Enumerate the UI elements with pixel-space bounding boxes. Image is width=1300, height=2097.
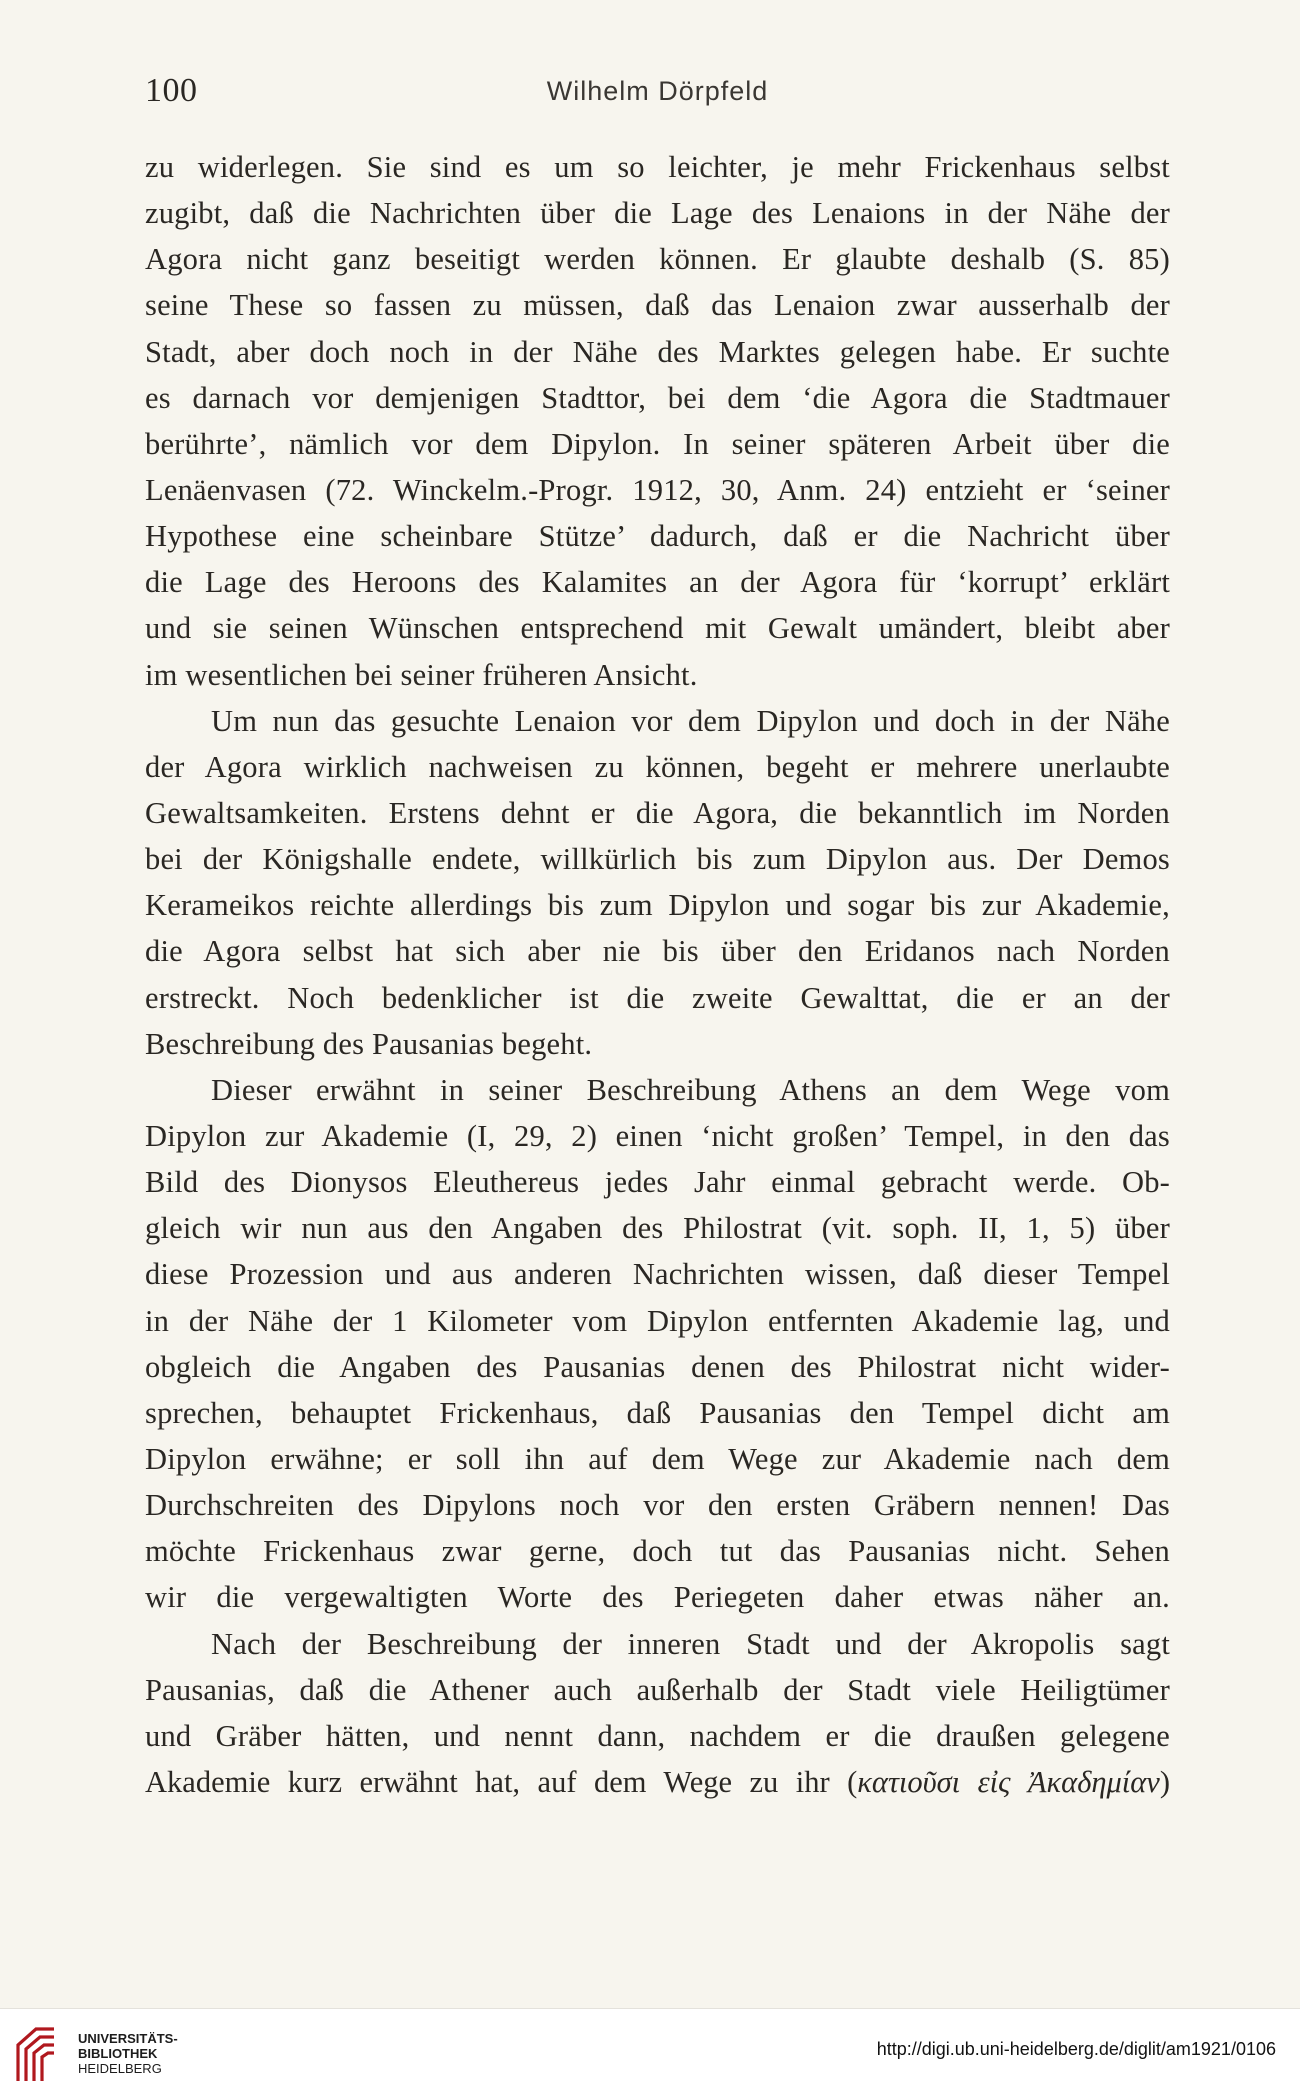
- text-line: sprechen, behauptet Frickenhaus, daß Pausanias den Tempel dicht am: [145, 1395, 1170, 1430]
- text-fragment: Akademie kurz erwähnt hat, auf dem Wege zu ihr (: [145, 1764, 858, 1799]
- text-line: bei der Königshalle endete, willkürlich bis zum Dipylon aus. Der Demos: [145, 842, 1170, 877]
- paragraph-start-line: Um nun das gesuchte Lenaion vor dem Dipylon und doch in der Nähe: [211, 703, 1170, 738]
- text-line: Hypothese eine scheinbare Stütze’ dadurch, daß er die Nachricht über: [145, 519, 1170, 554]
- page-number: 100: [145, 72, 198, 109]
- text-line: Stadt, aber doch noch in der Nähe des Marktes gelegen habe. Er suchte: [145, 334, 1170, 369]
- text-line: gleich wir nun aus den Angaben des Philostrat (vit. soph. II, 1, 5) über: [145, 1211, 1170, 1246]
- text-line: die Lage des Heroons des Kalamites an der Agora für ‘korrupt’ erklärt: [145, 565, 1170, 600]
- text-line: Dipylon zur Akademie (I, 29, 2) einen ‘nicht großen’ Tempel, in den das: [145, 1118, 1170, 1153]
- text-line: in der Nähe der 1 Kilometer vom Dipylon entfernten Akademie lag, und: [145, 1303, 1170, 1338]
- source-url-link[interactable]: http://digi.ub.uni-heidelberg.de/diglit/am1921/0106: [876, 2039, 1276, 2059]
- text-line: zugibt, daß die Nachrichten über die Lage des Lenaions in der Nähe der: [145, 196, 1170, 231]
- footer-bar: [0, 2008, 1300, 2097]
- text-line: Pausanias, daß die Athener auch außerhalb der Stadt viele Heiligtümer: [145, 1672, 1170, 1707]
- library-name: [78, 2031, 178, 2076]
- library-name-line: UNIVERSITÄTS-: [78, 2031, 178, 2046]
- paragraph-end-line: wir die vergewaltigten Worte des Periegeten daher etwas näher an.: [145, 1580, 1170, 1615]
- text-line: möchte Frickenhaus zwar gerne, doch tut das Pausanias nicht. Sehen: [145, 1534, 1170, 1569]
- paragraph-start-line: Nach der Beschreibung der inneren Stadt und der Akropolis sagt: [211, 1626, 1170, 1661]
- text-line: und Gräber hätten, und nennt dann, nachdem er die draußen gelegene: [145, 1718, 1170, 1753]
- library-name-line: HEIDELBERG: [78, 2061, 162, 2076]
- text-line: Lenäenvasen (72. Winckelm.-Progr. 1912, 30, Anm. 24) entzieht er ‘seiner: [145, 472, 1170, 507]
- text-line: Dipylon erwähne; er soll ihn auf dem Wege zur Akademie nach dem: [145, 1441, 1170, 1476]
- text-line: Kerameikos reichte allerdings bis zum Dipylon und sogar bis zur Akademie,: [145, 888, 1170, 923]
- text-line: es darnach vor demjenigen Stadttor, bei dem ‘die Agora die Stadtmauer: [145, 380, 1170, 415]
- library-logo-icon: [14, 2025, 64, 2085]
- text-line: der Agora wirklich nachweisen zu können, begeht er mehrere unerlaubte: [145, 749, 1170, 784]
- paragraph-end-line: im wesentlichen bei seiner früheren Ansicht.: [145, 657, 698, 692]
- text-line-with-greek: [145, 1759, 1170, 1805]
- page-header: [145, 72, 1170, 112]
- paragraph-start-line: Dieser erwähnt in seiner Beschreibung Athens an dem Wege vom: [211, 1072, 1170, 1107]
- running-head: Wilhelm Dörpfeld: [546, 76, 769, 106]
- text-line: Agora nicht ganz beseitigt werden können. Er glaubte deshalb (S. 85): [145, 242, 1170, 277]
- text-line: berührte’, nämlich vor dem Dipylon. In seiner späteren Arbeit über die: [145, 426, 1170, 461]
- text-body: [145, 144, 1170, 1805]
- greek-quote: κατιοῦσι εἰς Ἀκαδημίαν: [857, 1764, 1160, 1799]
- library-name-line: BIBLIOTHEK: [78, 2046, 158, 2061]
- text-line: obgleich die Angaben des Pausanias denen des Philostrat nicht wider-: [145, 1349, 1170, 1384]
- text-line: die Agora selbst hat sich aber nie bis über den Eridanos nach Norden: [145, 934, 1170, 969]
- text-line: Bild des Dionysos Eleuthereus jedes Jahr einmal gebracht werde. Ob-: [145, 1165, 1170, 1200]
- text-line: diese Prozession und aus anderen Nachrichten wissen, daß dieser Tempel: [145, 1257, 1170, 1292]
- text-line: Gewaltsamkeiten. Erstens dehnt er die Agora, die bekanntlich im Norden: [145, 795, 1170, 830]
- text-line: zu widerlegen. Sie sind es um so leichter, je mehr Frickenhaus selbst: [145, 150, 1170, 184]
- text-fragment: ): [1159, 1764, 1171, 1799]
- text-line: erstreckt. Noch bedenklicher ist die zweite Gewalttat, die er an der: [145, 980, 1170, 1015]
- text-line: seine These so fassen zu müssen, daß das Lenaion zwar ausserhalb der: [145, 288, 1170, 323]
- text-line: Durchschreiten des Dipylons noch vor den ersten Gräbern nennen! Das: [145, 1488, 1170, 1523]
- paragraph-end-line: Beschreibung des Pausanias begeht.: [145, 1026, 593, 1061]
- text-line: und sie seinen Wünschen entsprechend mit Gewalt umändert, bleibt aber: [145, 611, 1170, 646]
